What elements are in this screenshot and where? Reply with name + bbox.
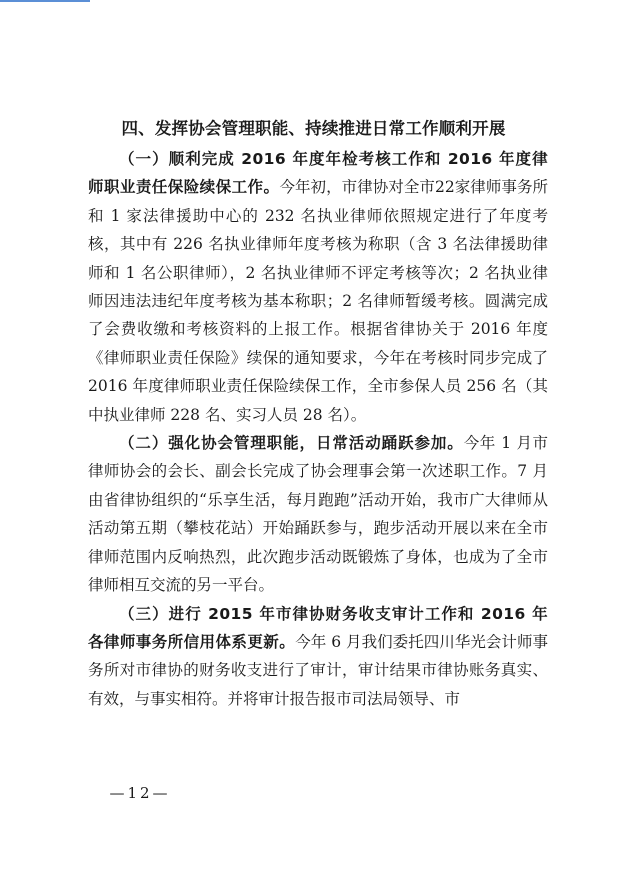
- paragraph-3: [88, 600, 548, 714]
- body-text: [88, 145, 548, 713]
- paragraph-2-text: 今年 1 月市律师协会的会长、副会长完成了协会理事会第一次述职工作。7 月由省律协组织的“乐享生活，每月跑跑”活动开始，我市广大律师从活动第五期（攀枝花站）开始踊跃参与，跑步活动开展以来在全市律师范围内反响热烈，此次跑步活动既锻炼了身体，也成为了全市律师相互交流的另一平台。: [88, 434, 549, 595]
- section-heading: 四、发挥协会管理职能、持续推进日常工作顺利开展: [121, 119, 506, 138]
- paragraph-1: [88, 145, 548, 429]
- paragraph-1-heading: （一）顺利完成 2016 年度年检考核工作和 2016 年度律师职业责任保险续保工作。: [88, 150, 548, 197]
- corner-mark: [0, 0, 90, 2]
- paragraph-2-heading: （二）强化协会管理职能，日常活动踊跃参加。: [119, 434, 464, 453]
- paragraph-3-heading: （三）进行 2015 年市律协财务收支审计工作和 2016 年各律师事务所信用体系更新。: [88, 604, 548, 651]
- page-number: —12—: [109, 784, 171, 802]
- paragraph-3-text: 今年 6 月我们委托四川华光会计师事务所对市律协的财务收支进行了审计，审计结果市律协账务真实、有效，与事实相符。并将审计报告报市司法局领导、市: [88, 632, 548, 708]
- paragraph-1-text: 今年初，市律协对全市22家律师事务所和 1 家法律援助中心的 232 名执业律师依照规定进行了年度考核，其中有 226 名执业律师年度考核为称职（含 3 名法律援助律师和 1 名公职律师），2 名执业律师不评定考核等次；2 名执业律师因违法违纪年度考核为基本称职；2 名律师暂缓考核。圆满完成了会费收缴和考核资料的上报工作。根据省律协关于 2016 年度《律师职业责任保险》续保的通知要求，今年在考核时同步完成了 2016 年度律师职业责任保险续保工作，全市参保人员 256 名（其中执业律师 228 名、实习人员 28 名）。: [88, 178, 548, 424]
- paragraph-2: [88, 429, 548, 599]
